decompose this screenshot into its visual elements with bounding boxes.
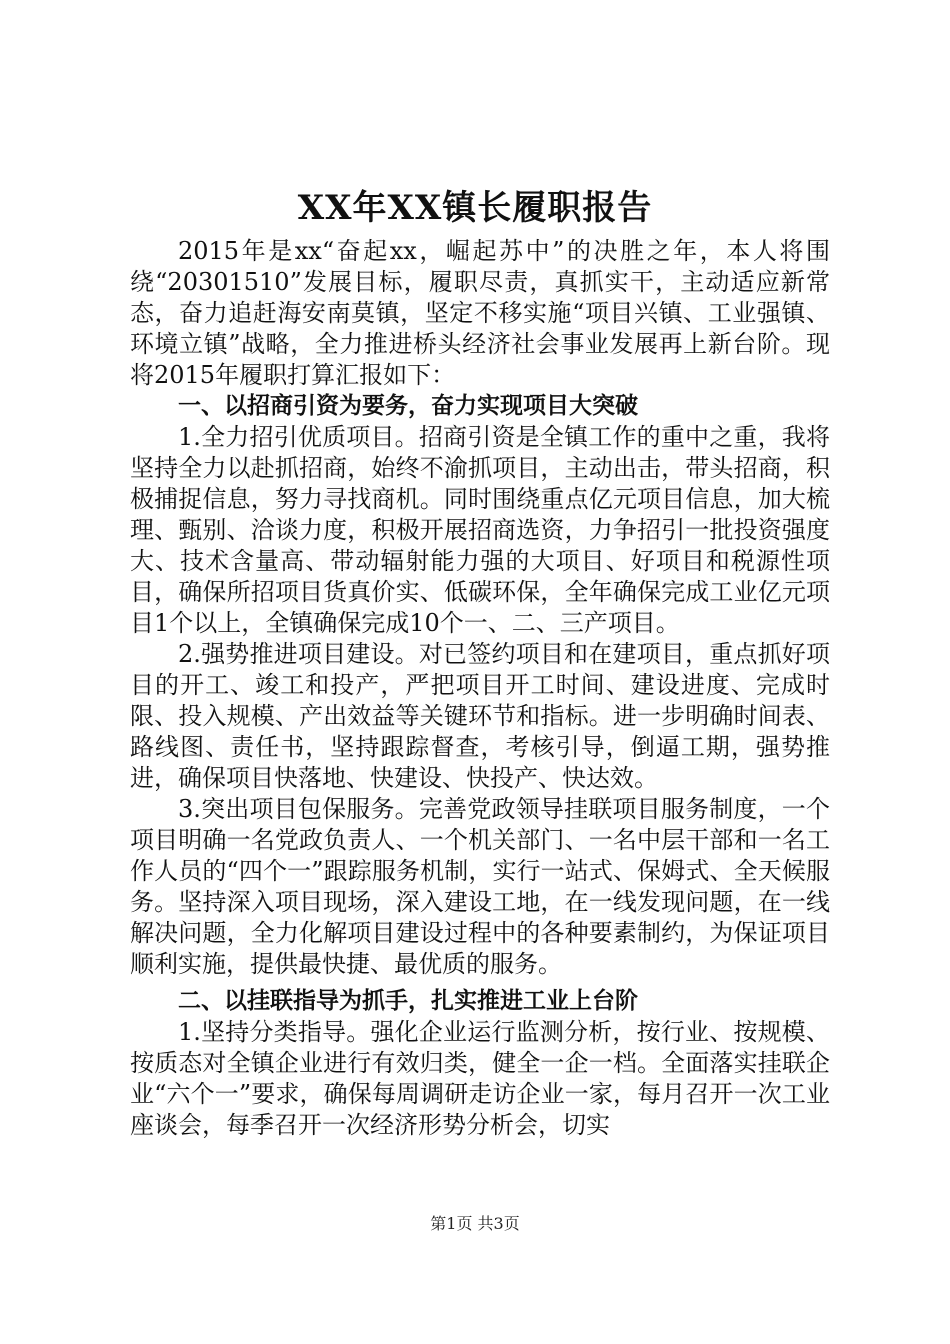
document-body	[130, 236, 830, 1141]
section-1-paragraph-1: 1.全力招引优质项目。招商引资是全镇工作的重中之重，我将坚持全力以赴抓招商，始终不渝抓项目，主动出击，带头招商，积极捕捉信息，努力寻找商机。同时围绕重点亿元项目信息，加大梳理、甄别、洽谈力度，积极开展招商选资，力争招引一批投资强度大、技术含量高、带动辐射能力强的大项目、好项目和税源性项目，确保所招项目货真价实、低碳环保，全年确保完成工业亿元项目1个以上，全镇确保完成10个一、二、三产项目。	[130, 423, 830, 637]
section-1-paragraph-2: 2.强势推进项目建设。对已签约项目和在建项目，重点抓好项目的开工、竣工和投产，严把项目开工时间、建设进度、完成时限、投入规模、产出效益等关键环节和指标。进一步明确时间表、路线图、责任书，坚持跟踪督查，考核引导，倒逼工期，强势推进，确保项目快落地、快建设、快投产、快达效。	[130, 640, 830, 792]
page-footer: 第1页 共3页	[430, 1214, 520, 1233]
document-title: XX年XX镇长履职报告	[297, 188, 653, 228]
section-1-heading: 一、以招商引资为要务，奋力实现项目大突破	[178, 393, 638, 419]
section-2-heading: 二、以挂联指导为抓手，扎实推进工业上台阶	[178, 988, 638, 1014]
section-1-paragraph-3: 3.突出项目包保服务。完善党政领导挂联项目服务制度，一个项目明确一名党政负责人、一个机关部门、一名中层干部和一名工作人员的“四个一”跟踪服务机制，实行一站式、保姆式、全天候服务。坚持深入项目现场，深入建设工地，在一线发现问题，在一线解决问题，全力化解项目建设过程中的各种要素制约，为保证项目顺利实施，提供最快捷、最优质的服务。	[130, 795, 830, 978]
section-2-paragraph-1: 1.坚持分类指导。强化企业运行监测分析，按行业、按规模、按质态对全镇企业进行有效归类，健全一企一档。全面落实挂联企业“六个一”要求，确保每周调研走访企业一家，每月召开一次工业座谈会，每季召开一次经济形势分析会，切实	[130, 1018, 830, 1139]
intro-paragraph: 2015年是xx“奋起xx，崛起苏中”的决胜之年，本人将围绕“20301510”发展目标，履职尽责，真抓实干，主动适应新常态，奋力追赶海安南莫镇，坚定不移实施“项目兴镇、工业强镇、环境立镇”战略，全力推进桥头经济社会事业发展再上新台阶。现将2015年履职打算汇报如下：	[130, 237, 830, 389]
